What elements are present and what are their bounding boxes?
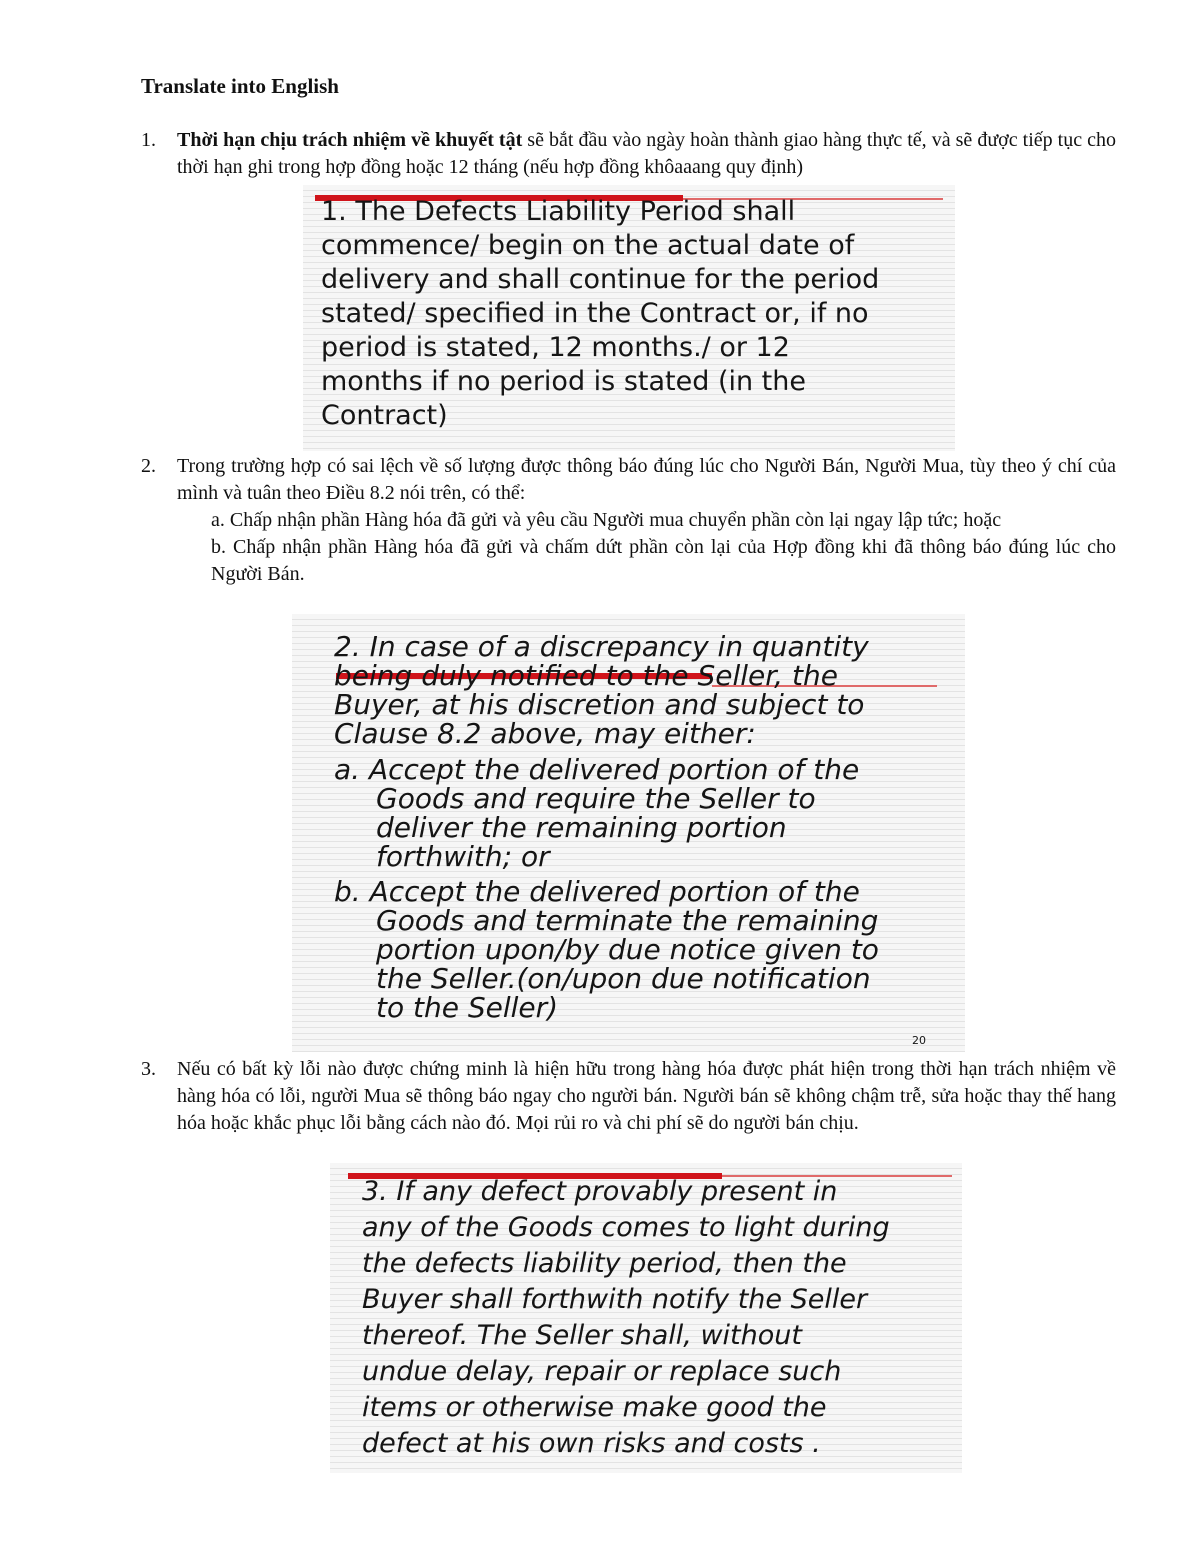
slide-line: deliver the remaining portion [376,811,787,844]
sub-item-a: a. Chấp nhận phần Hàng hóa đã gửi và yêu cầu Người mua chuyển phần còn lại ngay lập tức; hoặc [211,509,1002,531]
item-number: 3. [141,1058,156,1080]
list-item-3 [141,1056,1116,1137]
slide-line: 1. The Defects Liability Period shall [321,196,796,227]
slide-line: Buyer, at his discretion and subject to [334,688,865,721]
list-item-2 [141,453,1116,588]
slide-line: Clause 8.2 above, may either: [334,717,756,750]
slide-line: being duly notified to the Seller, the [334,659,838,692]
slide-line: portion upon/by due notice given to [376,933,879,966]
slide-line: defect at his own risks and costs . [362,1428,821,1459]
slide-line: b. Accept the delivered portion of the [334,875,860,908]
slide-line: any of the Goods comes to light during [362,1212,890,1243]
slide-line: 2. In case of a discrepancy in quantity [334,630,869,663]
list-item-1 [141,127,1116,181]
slide-line: the Seller.(on/upon due notification [376,962,871,995]
item-text [177,127,1116,181]
slide-line: period is stated, 12 months./ or 12 [321,332,790,363]
item-bold-term: Thời hạn chịu trách nhiệm về khuyết tật [177,129,523,151]
slide-line: delivery and shall continue for the period [321,264,880,295]
slide-line: 3. If any defect provably present in [362,1176,838,1207]
slide-line: Goods and terminate the remaining [376,904,879,937]
slide-line: Contract) [321,400,448,431]
sub-item-b: b. Chấp nhận phần Hàng hóa đã gửi và chấm dứt phần còn lại của Hợp đồng khi đã thông báo đúng lúc cho Người Bán. [211,536,1116,585]
item-number: 2. [141,455,156,477]
slide-line: items or otherwise make good the [362,1392,827,1423]
slide-image-3 [330,1163,962,1473]
slide-line: months if no period is stated (in the [321,366,806,397]
slide-image-2 [292,614,965,1052]
slide-line: thereof. The Seller shall, without [362,1320,802,1351]
slide-line: commence/ begin on the actual date of [321,230,855,261]
slide-line: the defects liability period, then the [362,1248,847,1279]
page-heading: Translate into English [141,74,339,98]
slide-line: forthwith; or [376,840,550,873]
item-text-rest: sẽ bắt đầu vào ngày hoàn thành giao hàng thực tế, và sẽ được tiếp tục cho thời hạn ghi trong hợp đồng hoặc 12 tháng (nếu hợp đồng khôaaang quy định) [177,129,1117,178]
slide-page-number: 20 [912,1034,926,1047]
slide-line: Buyer shall forthwith notify the Seller [362,1284,868,1315]
slide-image-1 [303,185,955,451]
item-text: Trong trường hợp có sai lệch về số lượng được thông báo đúng lúc cho Người Bán, Người Mua, tùy theo ý chí của mình và tuân theo Điều 8.2 nói trên, có thể: [177,455,1116,504]
slide-line: undue delay, repair or replace such [362,1356,842,1387]
slide-line: a. Accept the delivered portion of the [334,753,860,786]
slide-line: stated/ specified in the Contract or, if no [321,298,869,329]
slide-line: Goods and require the Seller to [376,782,816,815]
slide-line: to the Seller) [376,991,559,1024]
item-text: Nếu có bất kỳ lỗi nào được chứng minh là hiện hữu trong hàng hóa được phát hiện trong thời hạn trách nhiệm về hàng hóa có lỗi, người Mua sẽ thông báo ngay cho người bán. Người bán sẽ không chậm trễ, sửa hoặc thay thế hang hóa hoặc khắc phục lỗi bằng cách nào đó. Mọi rủi ro và chi phí sẽ do người bán chịu. [177,1058,1116,1134]
item-number: 1. [141,129,156,151]
